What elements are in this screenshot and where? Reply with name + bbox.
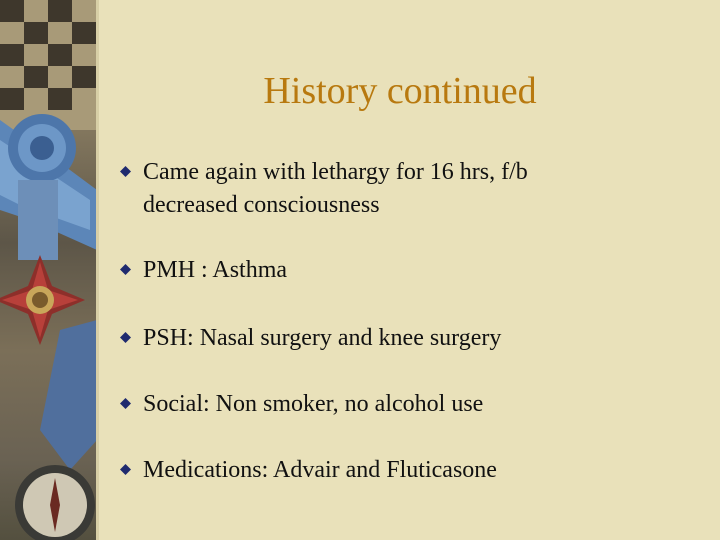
medal-photo-icon [0, 0, 97, 540]
diamond-bullet-icon [120, 464, 131, 475]
slide-title: History continued [263, 70, 537, 112]
bullet-line: Came again with lethargy for 16 hrs, f/b [143, 159, 528, 185]
diamond-bullet-icon [120, 166, 131, 177]
decorative-photo-strip [0, 0, 97, 540]
bullet-text: Medications: Advair and Fluticasone [143, 457, 497, 483]
bullet-text: Social: Non smoker, no alcohol use [143, 391, 484, 417]
diamond-bullet-icon [120, 398, 131, 409]
bullet-text: PMH : Asthma [143, 257, 288, 283]
diamond-bullet-icon [120, 264, 131, 275]
strip-edge-divider [96, 0, 99, 540]
bullet-text [143, 156, 683, 222]
bullet-text: PSH: Nasal surgery and knee surgery [143, 325, 502, 351]
bullet-line: decreased consciousness [143, 192, 380, 218]
diamond-bullet-icon [120, 332, 131, 343]
